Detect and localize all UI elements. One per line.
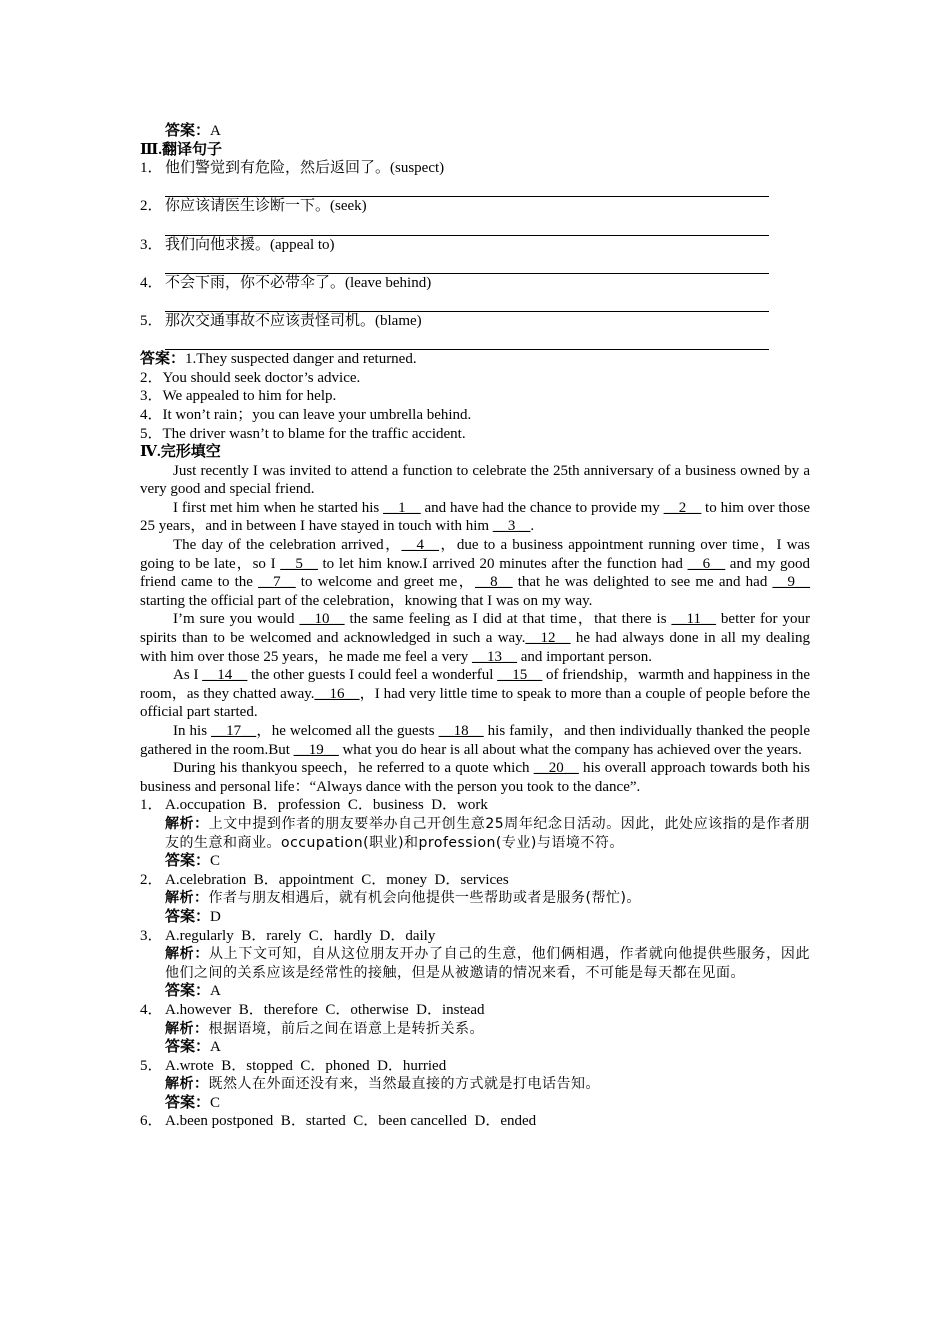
answer-line-1[interactable] [165, 178, 769, 198]
item-number: 2． [140, 198, 163, 215]
text-run: ，he welcomed all the guests [256, 723, 439, 739]
analysis-text: 既然人在外面还没有来，当然最直接的方式就是打电话告知。 [208, 1076, 600, 1093]
translation-answer-2: 2．You should seek doctor’s advice. [140, 369, 361, 386]
question-options: A.been postponed B．started C．been cancelled D．ended [165, 1113, 537, 1130]
question-analysis [140, 1075, 810, 1094]
question-analysis [140, 1020, 810, 1039]
text-run: better for your spirits than to be welcomed and acknowledged in such a way. [140, 611, 810, 647]
text-run: ，due to a business appointment running over time，I was going to be late，so I [140, 537, 810, 572]
answer-value: A [210, 123, 221, 139]
text-run: his family，and then individually thanked the people gathered in the room.But [140, 723, 810, 758]
answer-label: 答案： [140, 351, 186, 368]
text-run: to him over those 25 years，and in between I have stayed in touch with him [140, 499, 810, 535]
question-analysis [140, 815, 810, 852]
blank-20[interactable]: __20__ [533, 760, 579, 777]
text-run: he had always done in all my dealing with him over those 25 years，he made me feel a very [140, 630, 810, 665]
answer-label: 答案： [165, 1094, 211, 1111]
answer-label: 答案： [165, 123, 211, 139]
translate-item-3 [140, 236, 810, 255]
answer-text: 1.They suspected danger and returned. [185, 351, 417, 368]
question-options: A.however B．therefore C．otherwise D．instead [165, 1001, 485, 1018]
question-number: 6． [140, 1113, 163, 1130]
translation-answer-1 [140, 350, 810, 369]
analysis-text: 根据语境，前后之间在语意上是转折关系。 [208, 1020, 484, 1037]
analysis-label: 解析： [165, 1020, 209, 1037]
text-run: the same feeling as I did at that time，that there is [344, 611, 672, 628]
item-number: 3． [140, 236, 163, 253]
text-run: what you do hear is all about what the company has achieved over the years. [338, 741, 802, 758]
blank-3[interactable]: __3__ [492, 518, 531, 535]
question-analysis [140, 889, 810, 908]
blank-6[interactable]: __6__ [687, 555, 726, 572]
blank-18[interactable]: __18__ [438, 723, 484, 739]
item-text: 你应该请医生诊断一下。(seek) [165, 198, 367, 215]
question-2 [140, 871, 810, 890]
text-run: The day of the celebration arrived， [173, 537, 402, 554]
cloze-paragraph-5 [140, 666, 810, 722]
blank-1[interactable]: __1__ [383, 499, 421, 516]
blank-9[interactable]: __9__ [772, 574, 810, 591]
text-run: In his [173, 723, 212, 739]
blank-7[interactable]: __7__ [258, 574, 296, 591]
item-text: 他们警觉到有危险，然后返回了。(suspect) [165, 160, 445, 177]
question-answer [140, 1094, 810, 1113]
translate-item-1 [140, 159, 810, 178]
text-run: and important person. [516, 648, 652, 665]
question-answer [140, 982, 810, 1001]
answer-label: 答案： [165, 983, 211, 1000]
text-run: As I [173, 667, 203, 684]
question-answer [140, 1038, 810, 1057]
question-options: A.regularly B．rarely C．hardly D．daily [165, 927, 436, 944]
answer-value: C [210, 853, 221, 870]
blank-11[interactable]: __11__ [671, 611, 716, 628]
answer-line-2[interactable] [165, 216, 769, 236]
answer-line-3[interactable] [165, 254, 769, 274]
question-options: A.occupation B．profession C．business D．work [165, 797, 488, 814]
answer-value: A [210, 983, 221, 1000]
text-run: and have had the chance to provide my [420, 499, 664, 516]
question-4 [140, 1001, 810, 1020]
analysis-label: 解析： [165, 1076, 209, 1093]
blank-17[interactable]: __17__ [211, 723, 257, 739]
blank-19[interactable]: __19__ [293, 741, 339, 758]
analysis-text: 上文中提到作者的朋友要举办自己开创生意25周年纪念日活动。因此，此处应该指的是作者朋友的生意和商业。occupation(职业)和profession(专业)与语境不符。 [165, 815, 810, 851]
question-analysis [140, 945, 810, 982]
cloze-paragraph-7 [140, 759, 810, 796]
text-run: to welcome and greet me， [295, 574, 476, 591]
question-number: 5． [140, 1057, 163, 1074]
blank-14[interactable]: __14__ [202, 667, 248, 684]
text-run: starting the official part of the celebration，knowing that I was on my way. [140, 592, 593, 609]
analysis-text: 作者与朋友相遇后，就有机会向他提供一些帮助或者是服务(帮忙)。 [208, 890, 641, 907]
text-run: . [530, 518, 535, 535]
top-answer [140, 122, 810, 141]
translate-item-4 [140, 274, 810, 293]
analysis-label: 解析： [165, 890, 209, 907]
question-number: 1． [140, 797, 163, 814]
blank-4[interactable]: __4__ [401, 537, 439, 554]
question-options: A.wrote B．stopped C．phoned D．hurried [165, 1057, 447, 1074]
text-run: to let him know.I arrived 20 minutes after the function had [317, 555, 688, 572]
cloze-paragraph-3 [140, 536, 810, 610]
answer-label: 答案： [165, 853, 211, 870]
cloze-paragraph-2 [140, 499, 810, 536]
blank-13[interactable]: __13__ [471, 648, 517, 665]
text-run: I first met him when he started his [173, 499, 384, 516]
question-number: 2． [140, 871, 163, 888]
item-number: 4． [140, 274, 163, 291]
translate-item-5 [140, 312, 810, 331]
answer-value: D [210, 908, 221, 925]
question-5 [140, 1057, 810, 1076]
text-run: I’m sure you would [173, 611, 300, 628]
blank-10[interactable]: __10__ [299, 611, 345, 628]
question-3 [140, 927, 810, 946]
blank-12[interactable]: __12__ [525, 630, 571, 647]
blank-8[interactable]: __8__ [475, 574, 513, 591]
question-number: 4． [140, 1001, 163, 1018]
blank-16[interactable]: __16__ [314, 685, 360, 702]
question-1 [140, 796, 810, 815]
answer-value: C [210, 1094, 221, 1111]
section-3-title: Ⅲ.翻译句子 [140, 141, 223, 158]
cloze-paragraph-4 [140, 610, 810, 666]
answer-line-5[interactable] [165, 331, 769, 351]
cloze-paragraph-6 [140, 722, 810, 759]
translation-answer-5: 5．The driver wasn’t to blame for the traffic accident. [140, 425, 466, 442]
blank-15[interactable]: __15__ [497, 667, 543, 684]
analysis-label: 解析： [165, 946, 209, 963]
question-6 [140, 1112, 810, 1131]
section-4-title: Ⅳ.完形填空 [140, 444, 221, 461]
question-options: A.celebration B．appointment C．money D．services [165, 871, 509, 888]
question-answer [140, 852, 810, 871]
analysis-text: 从上下文可知，自从这位朋友开办了自己的生意，他们俩相遇，作者就向他提供些服务，因此他们之间的关系应该是经常性的接触，但是从被邀请的情况来看，不可能是每天都在见面。 [165, 946, 811, 981]
answer-label: 答案： [165, 908, 211, 925]
item-number: 5． [140, 312, 163, 329]
question-answer [140, 908, 810, 927]
item-number: 1． [140, 160, 163, 177]
text-run: of friendship，warmth and happiness in the room，as they chatted away. [140, 667, 810, 702]
question-number: 3． [140, 927, 163, 944]
document-page [140, 122, 810, 1131]
blank-5[interactable]: __5__ [280, 555, 318, 572]
answer-label: 答案： [165, 1039, 211, 1056]
text-run: the other guests I could feel a wonderful [247, 667, 498, 684]
answer-line-4[interactable] [165, 292, 769, 312]
answer-value: A [210, 1039, 221, 1056]
translation-answer-4: 4．It won’t rain；you can leave your umbrella behind. [140, 406, 472, 423]
cloze-paragraph-1: Just recently I was invited to attend a function to celebrate the 25th anniversary of a business owned by a very good and special friend. [140, 462, 810, 498]
translate-item-2 [140, 197, 810, 216]
item-text: 我们向他求援。(appeal to) [165, 236, 335, 253]
text-run: that he was delighted to see me and had [512, 574, 773, 591]
blank-2[interactable]: __2__ [663, 499, 702, 516]
translation-answer-3: 3．We appealed to him for help. [140, 388, 337, 405]
item-text: 不会下雨，你不必带伞了。(leave behind) [165, 274, 432, 291]
text-run: his overall approach towards both his business and personal life：“Always dance with the person you took to the dance”. [140, 760, 810, 795]
item-text: 那次交通事故不应该责怪司机。(blame) [165, 312, 422, 329]
text-run: ，I had very little time to speak to more than a couple of people before the official part started. [140, 685, 810, 721]
text-run: During his thankyou speech，he referred to a quote which [173, 760, 534, 777]
text-run: and my good friend came to the [140, 555, 811, 591]
analysis-label: 解析： [165, 815, 209, 832]
